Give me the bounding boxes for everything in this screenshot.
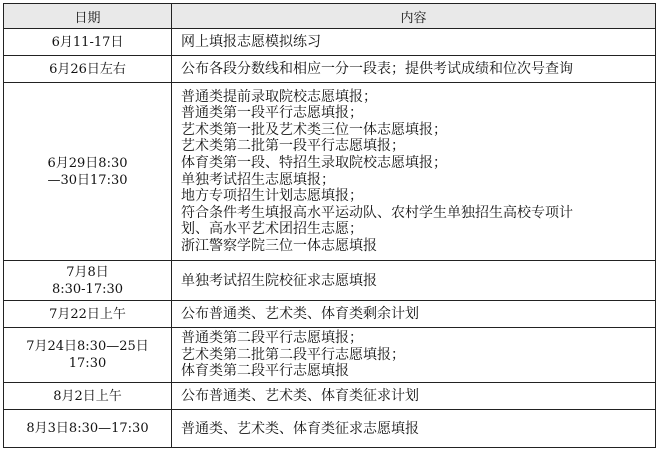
content-cell: [172, 83, 656, 261]
content-cell: [172, 56, 656, 83]
date-cell: [4, 301, 172, 328]
content-line: 地方专项招生计划志愿填报；: [181, 188, 363, 205]
content-line: 公布各段分数线和相应一分一段表；提供考试成绩和位次号查询: [181, 61, 573, 77]
content-line: 单独考试招生志愿填报；: [181, 171, 335, 188]
date-cell: [4, 410, 172, 448]
content-column-header: 内容: [172, 4, 656, 29]
content-cell: [172, 29, 656, 56]
date-line: 7月22日上午: [49, 306, 126, 322]
content-line: 单独考试招生院校征求志愿填报: [181, 272, 377, 289]
content-cell: [172, 261, 656, 301]
content-cell: [172, 301, 656, 328]
content-line: 公布普通类、艺术类、体育类剩余计划: [181, 306, 419, 322]
table-row: [4, 328, 656, 383]
date-line: —30日17:30: [47, 172, 128, 188]
date-line: 7月24日8:30—25日: [26, 339, 149, 354]
content-line: 普通类、艺术类、体育类征求志愿填报: [181, 420, 419, 437]
content-line: 体育类第一段、特招生录取院校志愿填报；: [181, 154, 447, 171]
date-cell: [4, 56, 172, 83]
content-line: 普通类第一段平行志愿填报；: [181, 105, 363, 122]
date-cell: [4, 83, 172, 261]
date-column-header: 日期: [4, 4, 172, 29]
date-cell: [4, 29, 172, 56]
content-line: 艺术类第一批及艺术类三位一体志愿填报；: [181, 121, 447, 138]
content-line: 艺术类第二批第一段平行志愿填报；: [181, 138, 405, 155]
table-row: [4, 56, 656, 83]
content-line: 普通类第二段平行志愿填报；: [181, 330, 363, 347]
table-row: [4, 83, 656, 261]
table-row: [4, 29, 656, 56]
table-row: [4, 410, 656, 448]
date-cell: [4, 261, 172, 301]
table-row: [4, 383, 656, 410]
content-cell: [172, 410, 656, 448]
content-line: 网上填报志愿模拟练习: [181, 34, 321, 50]
content-line: 符合条件考生填报高水平运动队、农村学生单独招生高校专项计: [181, 204, 573, 221]
date-line: 6月29日8:30: [47, 155, 128, 171]
content-line: 体育类第二段平行志愿填报: [181, 363, 349, 380]
content-cell: [172, 328, 656, 383]
content-line: 艺术类第二批第二段平行志愿填报；: [181, 346, 405, 363]
date-line: 7月8日: [66, 264, 109, 280]
content-line: 公布普通类、艺术类、体育类征求计划: [181, 388, 419, 404]
date-line: 8月2日上午: [53, 388, 122, 404]
content-cell: [172, 383, 656, 410]
date-line: 8月3日8:30—17:30: [26, 421, 149, 436]
date-line: 8:30-17:30: [51, 281, 124, 297]
content-line: 浙江警察学院三位一体志愿填报: [181, 237, 377, 254]
schedule-table: [3, 3, 656, 448]
content-line: 划、高水平艺术团招生志愿；: [181, 221, 363, 238]
date-cell: [4, 328, 172, 383]
table-row: [4, 261, 656, 301]
content-line: 普通类提前录取院校志愿填报；: [181, 88, 377, 105]
date-line: 6月26日左右: [49, 61, 126, 77]
table-row: [4, 301, 656, 328]
date-line: 17:30: [68, 356, 107, 371]
table-header-row: [4, 4, 656, 29]
date-cell: [4, 383, 172, 410]
date-line: 6月11-17日: [51, 34, 124, 50]
